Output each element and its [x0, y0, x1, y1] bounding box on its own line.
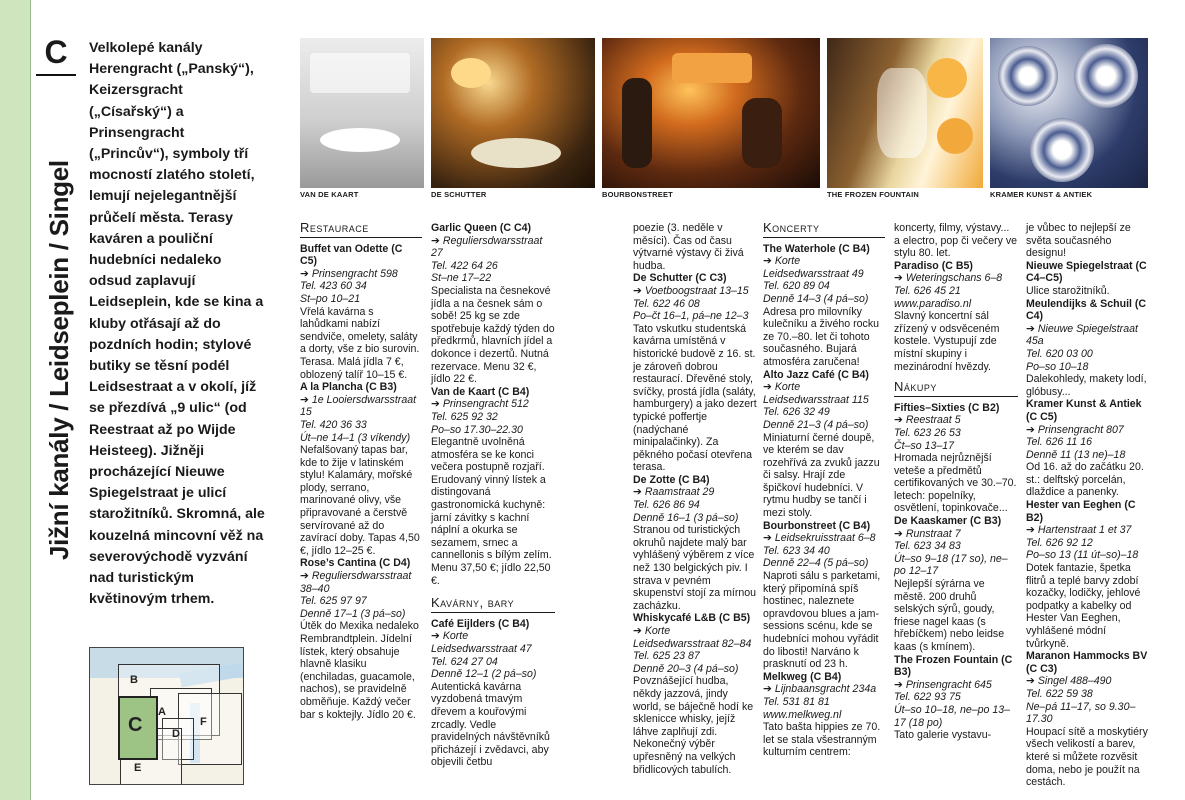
sidebar-green-strip [0, 0, 30, 800]
listing-name: Van de Kaart (C B4) [431, 385, 530, 398]
listing-description: Vřelá kavárna s lahůdkami nabízí sendviče, omelety, saláty a dorty, vše z bio surovin. Terasa. Malá jídla 7 €, oblozený talíř 10–15 €. [300, 305, 420, 381]
listing-hours: Po–so 13 (11 út–so)–18 [1026, 549, 1139, 562]
listing-name: Maranon Hammocks BV (C C3) [1026, 650, 1148, 675]
listing-hours: St–po 10–21 [300, 292, 361, 305]
listing [1026, 499, 1150, 650]
listing-phone: Tel. 626 92 12 [1026, 536, 1093, 549]
listing-name: Whiskycafé L&B (C B5) [633, 612, 751, 625]
listing [431, 222, 555, 386]
listing-description: Útěk do Mexika nedaleko Rembrandtplein. Jídelní lístek, který obsahuje hlavně klasiku (enchiladas, guacamole, nachos), se pravidelně obměňuje. Každý večer bar s koktejly. Jídlo 20 €. [300, 620, 419, 721]
column-concerts [763, 222, 885, 759]
photo-detail [471, 138, 561, 168]
listing [300, 381, 422, 557]
listing-phone: Tel. 625 23 87 [633, 650, 700, 663]
listing-phone: Tel. 626 32 49 [763, 406, 830, 419]
listing-description: Dotek fantazie, špetka flitrů a teplé barvy zdobí kozačky, lodičky, jehlové podpatky a kabelky od Hester Van Eeghen, vyhlášené módní tvůrkyně. [1026, 562, 1141, 650]
section-heading: Nákupy [894, 381, 1018, 397]
listing [763, 671, 885, 759]
map-label: F [200, 716, 207, 728]
listing [633, 612, 757, 776]
listing-address: ➔ Raamstraat 29 [633, 486, 715, 499]
column-bars [633, 222, 757, 776]
photo-caption: VAN DE KAART [300, 190, 359, 199]
listing-phone: Tel. 626 45 21 [894, 284, 961, 297]
listing-address: ➔ Prinsengracht 645 [894, 678, 992, 691]
listing [431, 618, 555, 769]
listing-name: Alto Jazz Café (C B4) [763, 368, 869, 381]
listing-name: Melkweg (C B4) [763, 670, 842, 683]
listing-phone: Tel. 422 64 26 [431, 259, 498, 272]
listing-phone: Tel. 420 36 33 [300, 418, 367, 431]
listing-phone: Tel. 423 60 34 [300, 280, 367, 293]
listing-phone: Tel. 623 34 83 [894, 540, 961, 553]
listing-phone: Tel. 622 59 38 [1026, 687, 1093, 700]
listing-description: Adresa pro milovníky kulečníku a živého rocku ze 70.–80. let či tohoto současného. Bujará atmosféra zaručena! [763, 305, 880, 368]
listing [763, 243, 885, 369]
listing-description: Hromada nejrůznější veteše a předmětů certifikovaných ve 30.–70. letech: popelníky, osvětlení, topinkovače... [894, 452, 1017, 515]
listing-phone: Tel. 531 81 81 [763, 695, 830, 708]
listing-hours: Po–čt 16–1, pá–ne 12–3 [633, 310, 749, 323]
photo-caption: THE FROZEN FOUNTAIN [827, 190, 919, 199]
listing [431, 386, 555, 588]
listing-phone: Tel. 622 93 75 [894, 691, 961, 704]
listing-description: Elegantně uvolněná atmosféra se ke konci večera postupně rozjaří. Erudovaný vinný lístek a distingovaná gastronomická kuchyně: jarní závitky s kachní náplní a okurka se sezamem, srnec a cannellonis s bílým zelím. Menu 37,50 €; jídlo 22,50 €. [431, 436, 552, 587]
sidebar-rule [30, 0, 31, 800]
listing-name: The Frozen Fountain (C B3) [894, 653, 1013, 679]
listing-name: A la Plancha (C B3) [300, 381, 397, 394]
listing [894, 654, 1018, 742]
section-heading: Koncerty [763, 222, 885, 238]
listing-name: Kramer Kunst & Antiek (C C5) [1026, 398, 1142, 423]
photo-detail [1074, 44, 1138, 108]
listing-description: Nefalšovaný tapas bar, kde to žije v latinském stylu! Kalamáry, mořské plody, serrano, marinované olivy, vše připravované a čerstvě servírované až do zavírací doby. Tapas 4,50 €, jídlo 12–25 €. [300, 444, 420, 557]
map-label: A [158, 706, 166, 718]
photo-caption: KRAMER KUNST & ANTIEK [990, 190, 1093, 199]
listing-description: Od 16. až do začátku 20. st.: delftský porcelán, dlaždice a panenky. [1026, 461, 1144, 499]
photo-detail [877, 68, 927, 158]
photo-caption: DE SCHUTTER [431, 190, 487, 199]
listing-hours: Čt–so 13–17 [894, 439, 955, 452]
listing-address: ➔ Lijnbaansgracht 234a [763, 683, 877, 696]
listing-name: Café Eijlders (C B4) [431, 617, 530, 630]
listing-description: Specialista na česnekové jídla a na česnek sám o sobě! 25 kg se zde spotřebuje každý týden do předkrmů, hlavních jídel a dokonce i dezertů. Nutná rezervace. Menu 32 €, jídlo 22 €. [431, 284, 555, 386]
photo-detail [998, 46, 1058, 106]
listing-address: ➔ Reguliersdwarsstraat 27 [431, 234, 543, 260]
listing-address: ➔ Korte Leidsedwarsstraat 115 [763, 381, 869, 406]
column-shopping-1 [894, 222, 1018, 742]
listing-address: ➔ Singel 488–490 [1026, 675, 1112, 688]
photo-caption: BOURBONSTREET [602, 190, 673, 199]
section-heading: Kavárny, bary [431, 597, 555, 613]
map-label-current: C [128, 714, 143, 736]
listing-hours: Denně 21–3 (4 pá–so) [763, 418, 869, 431]
column-restaurants-1 [300, 222, 422, 721]
listing-continuation: je vůbec to nejlepší ze světa současného designu! [1026, 222, 1131, 260]
listing-description: Tato bašta hippies ze 70. let se stala všestranným kulturním centrem: [763, 721, 881, 759]
photo-van-de-kaart [300, 38, 424, 188]
listing-phone: Tel. 626 86 94 [633, 499, 700, 512]
listing-address: ➔ Prinsengracht 598 [300, 267, 398, 280]
listing-website[interactable]: www.paradiso.nl [894, 297, 972, 310]
listing-continuation: koncerty, filmy, výstavy... a electro, pop či večery ve stylu 80. let. [894, 222, 1018, 260]
listing [894, 260, 1018, 373]
listing-name: Nieuwe Spiegelstraat (C C4–C5) [1026, 259, 1147, 285]
listing-address: ➔ Reguliersdwarsstraat 38–40 [300, 570, 412, 595]
listing-address: ➔ Prinsengracht 807 [1026, 423, 1124, 436]
locator-map [89, 647, 244, 785]
listing-hours: Út–so 9–18 (17 so), ne–po 12–17 [894, 552, 1008, 578]
listing-name: The Waterhole (C B4) [763, 242, 870, 255]
listing-address: ➔ Korte Leidsedwarsstraat 82–84 [633, 625, 752, 650]
photo-detail [622, 78, 652, 168]
listing-description: Miniaturní černé doupě, ve kterém se dav rozehřívá za zvuků jazzu či salsy. Hrají zde špičkoví hudebníci. V rytmu hudby se tančí i mezi stoly. [763, 431, 880, 520]
listing [633, 272, 757, 474]
map-label: E [134, 762, 142, 774]
photo-detail [310, 53, 410, 93]
listing-hours: Po–so 17.30–22.30 [431, 423, 523, 436]
listing-phone: Tel. 624 27 04 [431, 655, 498, 668]
listing-description: Naproti sálu s parketami, který připomíná spíš hostinec, naleznete opravdovou blues a jam-sessions scénu, kde se hudebníci mohou vyřádit do libosti! Narváno k prasknutí od 23 h. [763, 570, 881, 671]
listing-description: Ulice starožitníků. [1026, 284, 1110, 297]
listing-description: Tato vskutku studentská kavárna umístěná v historické budově z 16. st. je zároveň dobrou restaurací. Dřevěné stoly, svíčky, prostá jídla (saláty, hamburgery) a jako dezert typické poffertje (nadýchané minipalačinky). Za pěkného počasí otevřena terasa. [633, 322, 757, 474]
listing-hours: Denně 22–4 (5 pá–so) [763, 557, 869, 570]
listing-address: ➔ Reestraat 5 [894, 414, 961, 427]
listing-hours: St–ne 17–22 [431, 272, 492, 285]
listing-address: ➔ Runstraat 7 [894, 527, 961, 540]
listing [1026, 260, 1150, 298]
listing [1026, 398, 1150, 499]
map-label: B [130, 674, 138, 686]
listing-description: Nejlepší sýrárna ve městě. 200 druhů selských sýrů, goudy, friese nagel kaas (s hřebíčkem) nebo leidse kaas (s kmínem). [894, 578, 1005, 653]
listing-hours: Denně 20–3 (4 pá–so) [633, 662, 739, 675]
listing-continuation: poezie (3. neděle v měsíci). Čas od času výtvarné výstavy či živá hudba. [633, 222, 744, 272]
listing-name: De Kaaskamer (C B3) [894, 515, 1002, 528]
listing-description: Dalekohledy, makety lodí, glóbusy... [1026, 373, 1147, 398]
photo-de-schutter [431, 38, 595, 188]
listing-phone: Tel. 622 46 08 [633, 297, 700, 310]
listing-description: Slavný koncertní sál zřízený v odsvěceném kostele. Vystupují zde místní skupiny i mezinárodní hvězdy. [894, 310, 1000, 373]
listing-phone: Tel. 620 03 00 [1026, 347, 1093, 360]
listing-phone: Tel. 623 26 53 [894, 426, 961, 439]
listing-hours: Denně 11 (13 ne)–18 [1026, 448, 1126, 461]
listing-description: Stranou od turistických okruhů najdete malý bar vyhlášený výběrem z více než 130 belgických piv. I strava v pevném skupenství stojí za mírnou zacházku. [633, 524, 757, 612]
section-letter: C [36, 30, 76, 76]
photo-detail [742, 98, 782, 168]
photo-detail [672, 53, 752, 83]
listing-address: ➔ Hartenstraat 1 et 37 [1026, 524, 1132, 537]
photo-bourbonstreet [602, 38, 820, 188]
section-heading: Restaurace [300, 222, 422, 238]
column-restaurants-2 [431, 222, 555, 769]
listing-hours: Denně 12–1 (2 pá–so) [431, 668, 537, 681]
listing-name: Buffet van Odette (C C5) [300, 242, 403, 268]
listing-address: ➔ Weteringschans 6–8 [894, 272, 1003, 285]
column-shopping-2 [1026, 222, 1150, 789]
listing-hours: Denně 14–3 (4 pá–so) [763, 292, 869, 305]
photo-detail [320, 128, 400, 152]
photo-detail [927, 58, 967, 98]
listing-description: Tato galerie vystavu- [894, 729, 992, 742]
listing-address: ➔ Voetboogstraat 13–15 [633, 284, 749, 297]
listing [894, 515, 1018, 654]
listing [300, 243, 422, 382]
listing [300, 557, 422, 721]
listing-address: ➔ Nieuwe Spiegelstraat 45a [1026, 322, 1138, 348]
listing-hours: Denně 17–1 (3 pá–so) [300, 607, 406, 620]
listing [763, 520, 885, 671]
listing-phone: Tel. 625 92 32 [431, 410, 498, 423]
listing [633, 474, 757, 613]
listing [1026, 650, 1150, 789]
map-label: D [172, 728, 180, 740]
photo-detail [451, 58, 491, 88]
listing-address: ➔ Korte Leidsedwarsstraat 49 [763, 255, 864, 280]
listing-address: ➔ Prinsengracht 512 [431, 398, 529, 411]
listing-phone: Tel. 626 11 16 [1026, 436, 1092, 449]
listing [894, 402, 1018, 515]
vertical-section-title: Jižní kanály / Leidseplein / Singel [44, 160, 74, 560]
listing-website[interactable]: www.melkweg.nl [763, 708, 842, 721]
listing-name: Bourbonstreet (C B4) [763, 519, 871, 532]
photo-the-frozen-fountain [827, 38, 983, 188]
intro-paragraph: Velkolepé kanály Herengracht („Panský“), Keizersgracht („Císařský“) a Prinsengracht („Princův“), symboly tří mocností zlatého století, lemují nejelegantnější průčelí města. Terasy kaváren a pouliční hudebníci nedaleko odsud zaplavují Leidseplein, kde se kina a kluby otřásají až do pozdních hodin; stylové butiky se těsní podél Leidsestraat a v okolí, jíž se přezdívá „9 ulic“ (od Reestraat až po Wijde Heisteeg). Jižněji procházející Nieuwe Spiegelstraat je ulicí starožitníků. Skromná, ale kouzelná mincovní věž na severovýchodě vyzvání nad turistickým květinovým trhem. [89, 40, 265, 608]
listing-hours: Po–so 10–18 [1026, 360, 1089, 373]
listing-name: Meulendijks & Schuil (C C4) [1026, 297, 1147, 323]
photo-detail [937, 118, 973, 154]
listing-address: ➔ Leidsekruisstraat 6–8 [763, 532, 876, 545]
listing-name: Paradiso (C B5) [894, 259, 973, 272]
listing-hours: Út–so 10–18, ne–po 13–17 (18 po) [894, 703, 1011, 729]
listing-name: De Schutter (C C3) [633, 272, 727, 285]
listing-hours: Denně 16–1 (3 pá–so) [633, 511, 739, 524]
listing-name: Rose’s Cantina (C D4) [300, 557, 411, 570]
listing-name: Hester van Eeghen (C B2) [1026, 499, 1136, 524]
listing-name: Garlic Queen (C C4) [431, 222, 532, 234]
listing [1026, 298, 1150, 399]
listing-name: De Zotte (C B4) [633, 473, 710, 486]
listing-hours: Ne–pá 11–17, so 9.30–17.30 [1026, 700, 1136, 726]
listing-phone: Tel. 620 89 04 [763, 280, 830, 293]
listing-description: Autentická kavárna vyzdobená tmavým dřevem a kouřovými zrcadly. Vedle pravidelných návštěvníků přicházejí i zvědavci, aby objevili četbu [431, 680, 550, 769]
listing-description: Povznášející hudba, někdy jazzová, jindy world, se báječně hodí ke sklenicce whisky, jejíž láhve zaplňují zdi. Nekonečný výběr upřesněný na velkých břidlicových tabulích. [633, 675, 754, 776]
listing-address: ➔ Korte Leidsedwarsstraat 47 [431, 630, 532, 655]
listing [763, 369, 885, 520]
listing-phone: Tel. 623 34 40 [763, 544, 830, 557]
intro-text [89, 38, 267, 610]
listing-hours: Út–ne 14–1 (3 víkendy) [300, 431, 411, 444]
listing-address: ➔ 1e Looiersdwarsstraat 15 [300, 393, 417, 419]
listing-phone: Tel. 625 97 97 [300, 595, 367, 608]
photo-kramer-kunst-antiek [990, 38, 1148, 188]
listing-description: Houpací sítě a moskytiéry všech velikostí a barev, které si můžete rozvěsit doma, nebo je použít na cestách. [1026, 725, 1148, 789]
photo-detail [1030, 118, 1094, 182]
listing-name: Fifties–Sixties (C B2) [894, 401, 1000, 414]
